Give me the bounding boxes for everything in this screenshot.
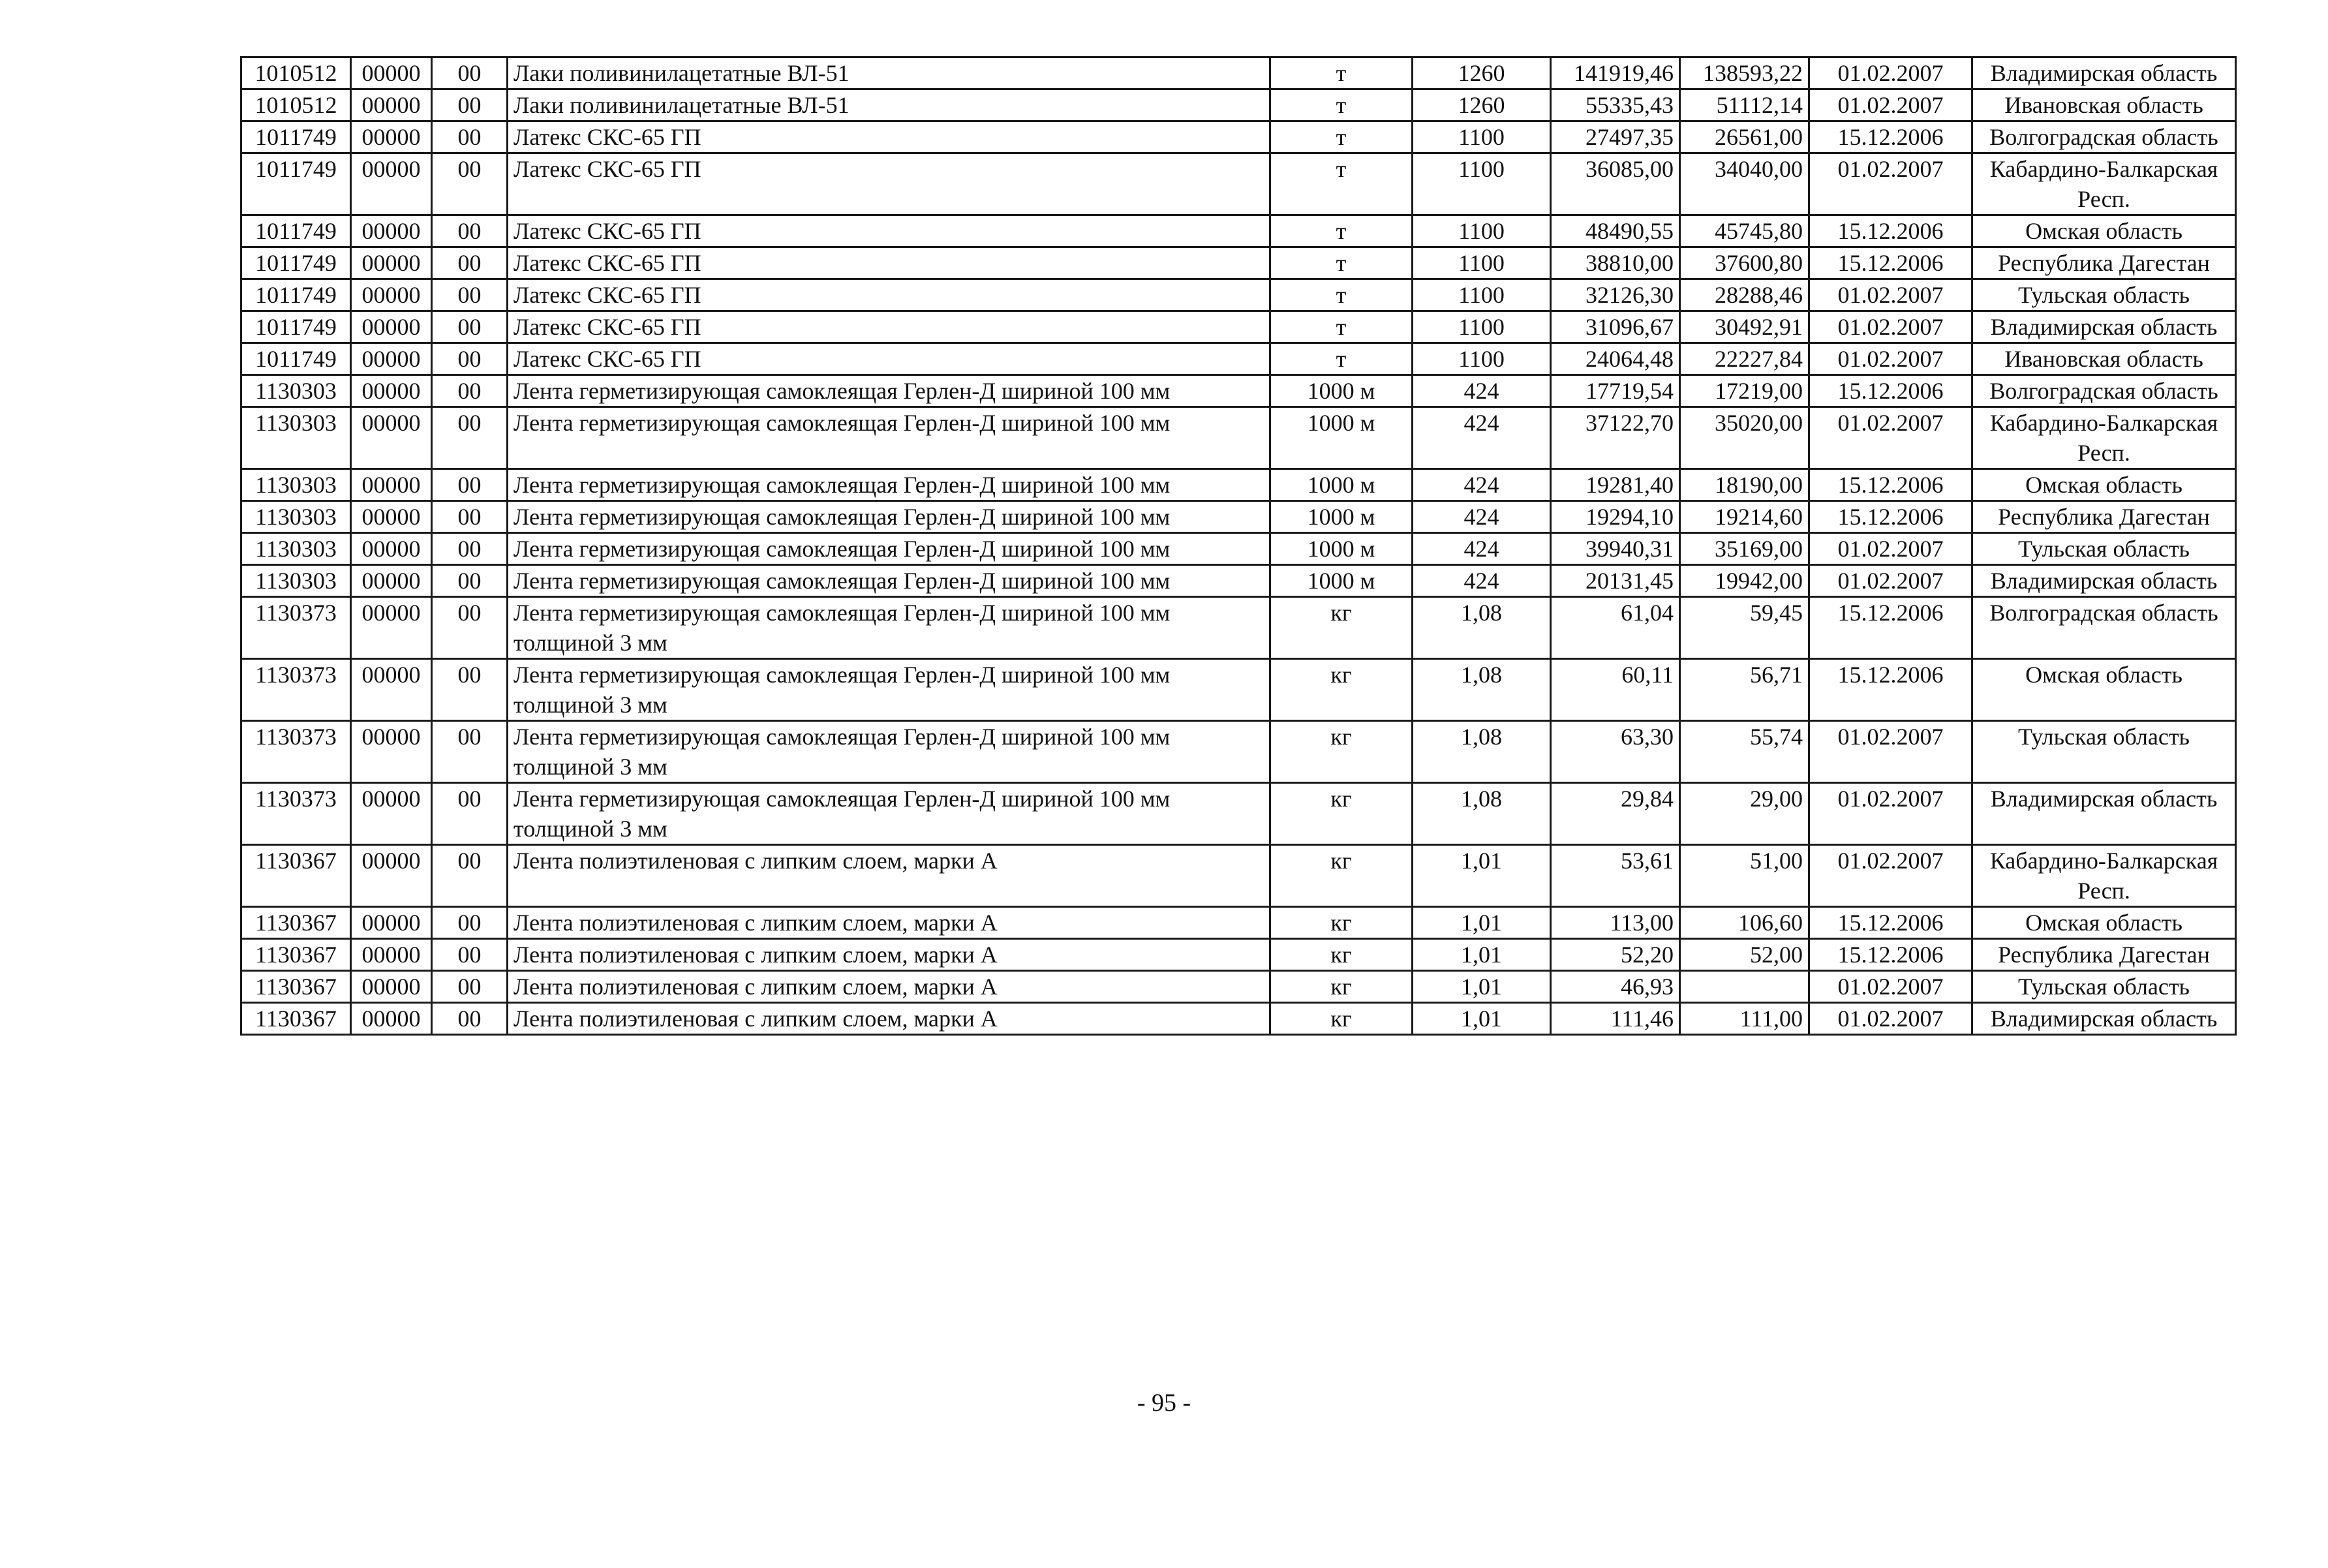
price-with-delivery: 55335,43 [1551,89,1680,121]
material-name: Лента герметизирующая самоклеящая Герлен-Д шириной 100 мм [508,375,1270,407]
unit-of-measure: кг [1270,845,1413,907]
sub-code: 00000 [351,721,432,783]
item-code: 1011749 [241,215,351,247]
price-with-delivery: 36085,00 [1551,153,1680,215]
check-code: 00 [432,343,508,375]
price-without-delivery: 55,74 [1680,721,1809,783]
conversion-factor: 1100 [1413,311,1551,343]
table-row [241,279,2236,311]
item-code: 1130303 [241,375,351,407]
price-date: 01.02.2007 [1809,565,1972,597]
table-row [241,89,2236,121]
price-date: 01.02.2007 [1809,89,1972,121]
sub-code: 00000 [351,971,432,1003]
unit-of-measure: т [1270,343,1413,375]
unit-of-measure: кг [1270,971,1413,1003]
price-with-delivery: 27497,35 [1551,121,1680,153]
price-date: 01.02.2007 [1809,533,1972,565]
material-name: Лента герметизирующая самоклеящая Герлен-Д шириной 100 мм толщиной 3 мм [508,721,1270,783]
item-code: 1130303 [241,469,351,501]
price-date: 15.12.2006 [1809,939,1972,971]
conversion-factor: 1,08 [1413,783,1551,845]
page-number: - 95 - [1137,1389,1191,1417]
check-code: 00 [432,215,508,247]
item-code: 1130303 [241,501,351,533]
price-with-delivery: 24064,48 [1551,343,1680,375]
table-row [241,597,2236,659]
price-date: 01.02.2007 [1809,407,1972,469]
sub-code: 00000 [351,89,432,121]
price-with-delivery: 63,30 [1551,721,1680,783]
price-date: 15.12.2006 [1809,501,1972,533]
region-name: Владимирская область [1972,1003,2236,1035]
conversion-factor: 424 [1413,533,1551,565]
material-name: Лаки поливинилацетатные ВЛ-51 [508,57,1270,89]
price-with-delivery: 20131,45 [1551,565,1680,597]
table-row [241,247,2236,279]
item-code: 1011749 [241,343,351,375]
conversion-factor: 1,08 [1413,659,1551,721]
region-name: Волгоградская область [1972,121,2236,153]
check-code: 00 [432,469,508,501]
check-code: 00 [432,1003,508,1035]
table-row [241,375,2236,407]
conversion-factor: 1100 [1413,121,1551,153]
price-without-delivery: 56,71 [1680,659,1809,721]
unit-of-measure: 1000 м [1270,565,1413,597]
table-row [241,721,2236,783]
region-name: Владимирская область [1972,783,2236,845]
material-name: Лента полиэтиленовая с липким слоем, марки А [508,939,1270,971]
table-row [241,907,2236,939]
item-code: 1130367 [241,845,351,907]
table-body [241,57,2236,1035]
price-date: 01.02.2007 [1809,971,1972,1003]
price-date: 15.12.2006 [1809,597,1972,659]
item-code: 1011749 [241,311,351,343]
price-date: 01.02.2007 [1809,57,1972,89]
sub-code: 00000 [351,121,432,153]
conversion-factor: 1260 [1413,57,1551,89]
price-date: 15.12.2006 [1809,215,1972,247]
table-row [241,343,2236,375]
price-date: 01.02.2007 [1809,783,1972,845]
price-with-delivery: 141919,46 [1551,57,1680,89]
price-without-delivery: 106,60 [1680,907,1809,939]
table-row [241,783,2236,845]
price-without-delivery: 35020,00 [1680,407,1809,469]
material-name: Латекс СКС-65 ГП [508,121,1270,153]
sub-code: 00000 [351,783,432,845]
sub-code: 00000 [351,407,432,469]
sub-code: 00000 [351,279,432,311]
conversion-factor: 1100 [1413,279,1551,311]
sub-code: 00000 [351,311,432,343]
price-without-delivery: 22227,84 [1680,343,1809,375]
unit-of-measure: т [1270,89,1413,121]
material-name: Лента герметизирующая самоклеящая Герлен-Д шириной 100 мм [508,407,1270,469]
price-date: 01.02.2007 [1809,311,1972,343]
price-without-delivery: 45745,80 [1680,215,1809,247]
material-name: Латекс СКС-65 ГП [508,153,1270,215]
material-name: Лента полиэтиленовая с липким слоем, марки А [508,971,1270,1003]
table-row [241,469,2236,501]
unit-of-measure: т [1270,215,1413,247]
price-with-delivery: 46,93 [1551,971,1680,1003]
price-with-delivery: 61,04 [1551,597,1680,659]
price-without-delivery: 59,45 [1680,597,1809,659]
item-code: 1130373 [241,783,351,845]
check-code: 00 [432,565,508,597]
conversion-factor: 1,01 [1413,845,1551,907]
item-code: 1130367 [241,907,351,939]
material-name: Лента полиэтиленовая с липким слоем, марки А [508,1003,1270,1035]
material-name: Лента герметизирующая самоклеящая Герлен-Д шириной 100 мм [508,469,1270,501]
item-code: 1130303 [241,533,351,565]
table-row [241,845,2236,907]
sub-code: 00000 [351,533,432,565]
check-code: 00 [432,153,508,215]
table-row [241,153,2236,215]
price-without-delivery: 19214,60 [1680,501,1809,533]
region-name: Республика Дагестан [1972,501,2236,533]
region-name: Волгоградская область [1972,597,2236,659]
conversion-factor: 1100 [1413,215,1551,247]
check-code: 00 [432,407,508,469]
conversion-factor: 1,08 [1413,721,1551,783]
sub-code: 00000 [351,153,432,215]
region-name: Омская область [1972,907,2236,939]
unit-of-measure: кг [1270,907,1413,939]
unit-of-measure: 1000 м [1270,375,1413,407]
material-name: Латекс СКС-65 ГП [508,343,1270,375]
price-without-delivery: 37600,80 [1680,247,1809,279]
price-without-delivery: 51,00 [1680,845,1809,907]
unit-of-measure: 1000 м [1270,469,1413,501]
sub-code: 00000 [351,215,432,247]
price-with-delivery: 17719,54 [1551,375,1680,407]
conversion-factor: 1100 [1413,153,1551,215]
region-name: Владимирская область [1972,565,2236,597]
price-without-delivery [1680,971,1809,1003]
conversion-factor: 424 [1413,565,1551,597]
price-table [240,56,2237,1036]
unit-of-measure: 1000 м [1270,533,1413,565]
price-with-delivery: 29,84 [1551,783,1680,845]
conversion-factor: 424 [1413,501,1551,533]
check-code: 00 [432,89,508,121]
unit-of-measure: т [1270,121,1413,153]
conversion-factor: 1260 [1413,89,1551,121]
sub-code: 00000 [351,907,432,939]
material-name: Лента герметизирующая самоклеящая Герлен-Д шириной 100 мм [508,501,1270,533]
sub-code: 00000 [351,343,432,375]
material-name: Лента герметизирующая самоклеящая Герлен-Д шириной 100 мм толщиной 3 мм [508,597,1270,659]
price-date: 01.02.2007 [1809,343,1972,375]
price-without-delivery: 138593,22 [1680,57,1809,89]
item-code: 1010512 [241,57,351,89]
check-code: 00 [432,597,508,659]
sub-code: 00000 [351,247,432,279]
sub-code: 00000 [351,597,432,659]
region-name: Республика Дагестан [1972,247,2236,279]
material-name: Лента герметизирующая самоклеящая Герлен-Д шириной 100 мм [508,565,1270,597]
item-code: 1010512 [241,89,351,121]
unit-of-measure: т [1270,57,1413,89]
conversion-factor: 424 [1413,407,1551,469]
check-code: 00 [432,121,508,153]
region-name: Тульская область [1972,971,2236,1003]
item-code: 1011749 [241,121,351,153]
conversion-factor: 1,01 [1413,907,1551,939]
material-name: Лента полиэтиленовая с липким слоем, марки А [508,845,1270,907]
unit-of-measure: кг [1270,659,1413,721]
price-with-delivery: 53,61 [1551,845,1680,907]
unit-of-measure: 1000 м [1270,407,1413,469]
price-without-delivery: 19942,00 [1680,565,1809,597]
price-date: 01.02.2007 [1809,845,1972,907]
region-name: Республика Дагестан [1972,939,2236,971]
price-without-delivery: 111,00 [1680,1003,1809,1035]
price-with-delivery: 37122,70 [1551,407,1680,469]
sub-code: 00000 [351,57,432,89]
sub-code: 00000 [351,1003,432,1035]
material-name: Латекс СКС-65 ГП [508,215,1270,247]
price-with-delivery: 48490,55 [1551,215,1680,247]
price-date: 01.02.2007 [1809,1003,1972,1035]
material-name: Латекс СКС-65 ГП [508,247,1270,279]
price-without-delivery: 26561,00 [1680,121,1809,153]
check-code: 00 [432,845,508,907]
price-date: 15.12.2006 [1809,247,1972,279]
material-name: Лента герметизирующая самоклеящая Герлен-Д шириной 100 мм толщиной 3 мм [508,783,1270,845]
region-name: Кабардино-Балкарская Респ. [1972,407,2236,469]
table-row [241,971,2236,1003]
table-row [241,939,2236,971]
material-name: Латекс СКС-65 ГП [508,279,1270,311]
item-code: 1011749 [241,247,351,279]
check-code: 00 [432,375,508,407]
price-date: 15.12.2006 [1809,907,1972,939]
item-code: 1130303 [241,407,351,469]
price-with-delivery: 60,11 [1551,659,1680,721]
material-name: Лента полиэтиленовая с липким слоем, марки А [508,907,1270,939]
price-date: 15.12.2006 [1809,659,1972,721]
item-code: 1130367 [241,939,351,971]
price-without-delivery: 30492,91 [1680,311,1809,343]
check-code: 00 [432,939,508,971]
price-with-delivery: 52,20 [1551,939,1680,971]
price-date: 15.12.2006 [1809,375,1972,407]
sub-code: 00000 [351,501,432,533]
unit-of-measure: т [1270,311,1413,343]
check-code: 00 [432,907,508,939]
item-code: 1011749 [241,279,351,311]
sub-code: 00000 [351,565,432,597]
price-with-delivery: 111,46 [1551,1003,1680,1035]
region-name: Омская область [1972,469,2236,501]
region-name: Волгоградская область [1972,375,2236,407]
price-without-delivery: 52,00 [1680,939,1809,971]
conversion-factor: 1,01 [1413,971,1551,1003]
region-name: Тульская область [1972,279,2236,311]
table-row [241,1003,2236,1035]
table-row [241,121,2236,153]
price-date: 01.02.2007 [1809,279,1972,311]
material-name: Лента герметизирующая самоклеящая Герлен-Д шириной 100 мм [508,533,1270,565]
price-date: 15.12.2006 [1809,121,1972,153]
check-code: 00 [432,971,508,1003]
sub-code: 00000 [351,659,432,721]
region-name: Ивановская область [1972,343,2236,375]
conversion-factor: 424 [1413,469,1551,501]
check-code: 00 [432,247,508,279]
price-date: 01.02.2007 [1809,153,1972,215]
region-name: Тульская область [1972,533,2236,565]
region-name: Тульская область [1972,721,2236,783]
check-code: 00 [432,533,508,565]
sub-code: 00000 [351,939,432,971]
check-code: 00 [432,311,508,343]
region-name: Кабардино-Балкарская Респ. [1972,153,2236,215]
price-without-delivery: 34040,00 [1680,153,1809,215]
price-without-delivery: 51112,14 [1680,89,1809,121]
price-with-delivery: 38810,00 [1551,247,1680,279]
unit-of-measure: кг [1270,783,1413,845]
price-without-delivery: 35169,00 [1680,533,1809,565]
check-code: 00 [432,659,508,721]
price-with-delivery: 31096,67 [1551,311,1680,343]
region-name: Кабардино-Балкарская Респ. [1972,845,2236,907]
material-name: Лаки поливинилацетатные ВЛ-51 [508,89,1270,121]
check-code: 00 [432,57,508,89]
price-with-delivery: 19294,10 [1551,501,1680,533]
item-code: 1011749 [241,153,351,215]
table-row [241,659,2236,721]
unit-of-measure: кг [1270,939,1413,971]
table-row [241,215,2236,247]
item-code: 1130373 [241,597,351,659]
price-date: 01.02.2007 [1809,721,1972,783]
unit-of-measure: кг [1270,1003,1413,1035]
price-without-delivery: 28288,46 [1680,279,1809,311]
check-code: 00 [432,279,508,311]
table-row [241,501,2236,533]
price-with-delivery: 19281,40 [1551,469,1680,501]
sub-code: 00000 [351,845,432,907]
price-date: 15.12.2006 [1809,469,1972,501]
price-without-delivery: 29,00 [1680,783,1809,845]
item-code: 1130373 [241,659,351,721]
region-name: Омская область [1972,215,2236,247]
check-code: 00 [432,721,508,783]
table-row [241,565,2236,597]
material-name: Латекс СКС-65 ГП [508,311,1270,343]
unit-of-measure: т [1270,247,1413,279]
table-row [241,57,2236,89]
price-with-delivery: 32126,30 [1551,279,1680,311]
unit-of-measure: кг [1270,597,1413,659]
unit-of-measure: кг [1270,721,1413,783]
region-name: Омская область [1972,659,2236,721]
price-without-delivery: 17219,00 [1680,375,1809,407]
sub-code: 00000 [351,375,432,407]
material-name: Лента герметизирующая самоклеящая Герлен-Д шириной 100 мм толщиной 3 мм [508,659,1270,721]
check-code: 00 [432,501,508,533]
unit-of-measure: т [1270,153,1413,215]
unit-of-measure: т [1270,279,1413,311]
region-name: Владимирская область [1972,311,2236,343]
price-with-delivery: 113,00 [1551,907,1680,939]
region-name: Ивановская область [1972,89,2236,121]
conversion-factor: 424 [1413,375,1551,407]
table-row [241,533,2236,565]
sub-code: 00000 [351,469,432,501]
item-code: 1130373 [241,721,351,783]
item-code: 1130303 [241,565,351,597]
price-without-delivery: 18190,00 [1680,469,1809,501]
unit-of-measure: 1000 м [1270,501,1413,533]
item-code: 1130367 [241,971,351,1003]
check-code: 00 [432,783,508,845]
region-name: Владимирская область [1972,57,2236,89]
conversion-factor: 1100 [1413,343,1551,375]
conversion-factor: 1,01 [1413,939,1551,971]
conversion-factor: 1,08 [1413,597,1551,659]
table-row [241,311,2236,343]
table-row [241,407,2236,469]
conversion-factor: 1,01 [1413,1003,1551,1035]
conversion-factor: 1100 [1413,247,1551,279]
item-code: 1130367 [241,1003,351,1035]
price-with-delivery: 39940,31 [1551,533,1680,565]
